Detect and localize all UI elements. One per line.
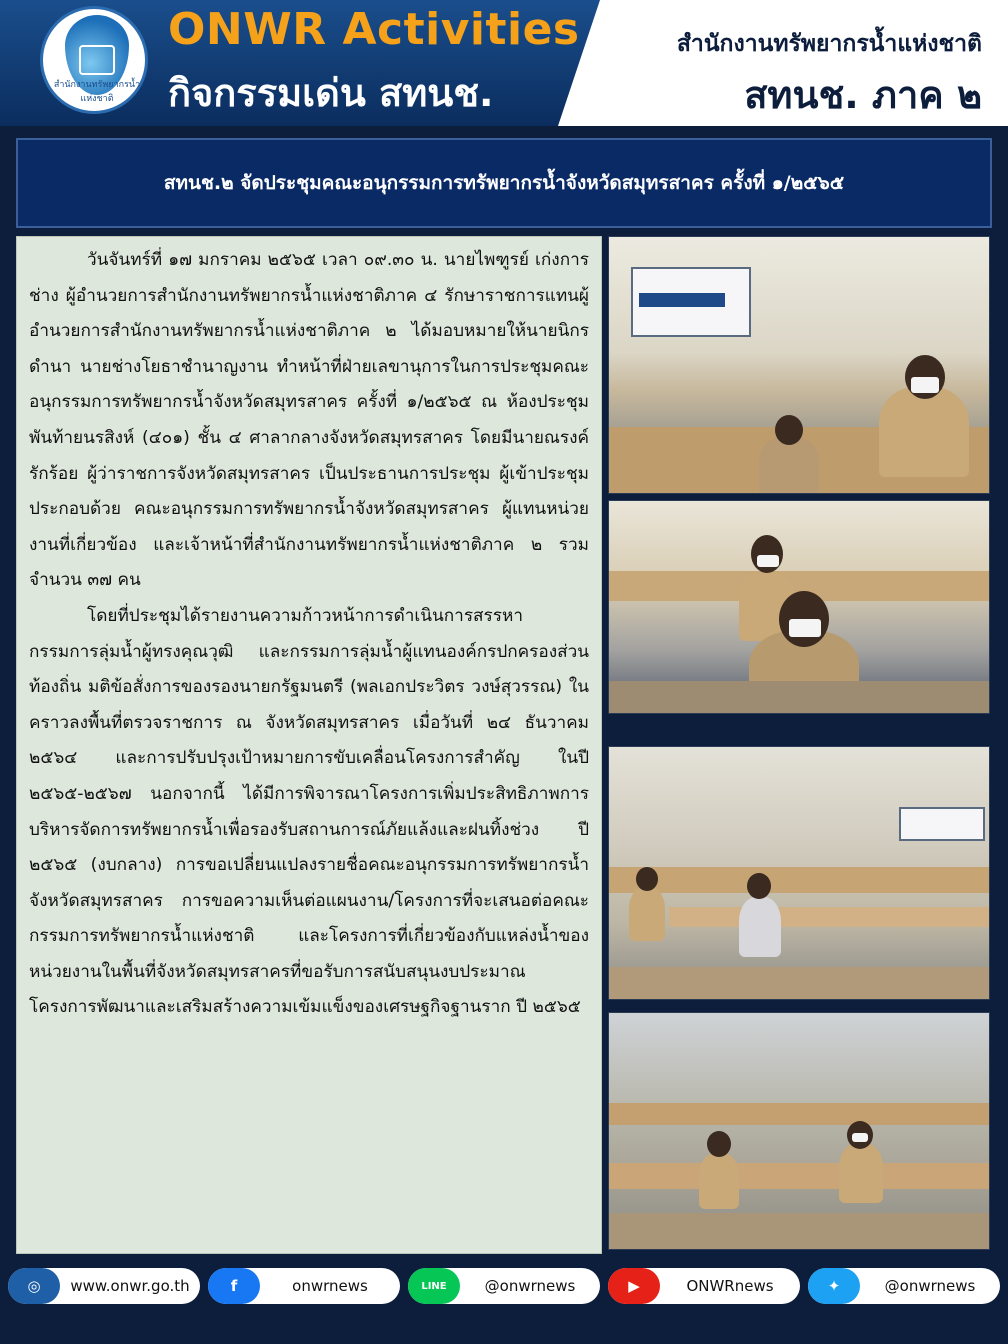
line-label: @onwrnews [484, 1277, 576, 1295]
facebook-icon: f [208, 1268, 260, 1304]
website-label: www.onwr.go.th [70, 1277, 190, 1295]
organization-name: สำนักงานทรัพยากรน้ำแห่งชาติ [676, 31, 982, 57]
twitter-link[interactable] [808, 1268, 1000, 1304]
website-link[interactable] [8, 1268, 200, 1304]
twitter-label: @onwrnews [884, 1277, 976, 1295]
social-footer [0, 1262, 1008, 1344]
youtube-label: ONWRnews [686, 1277, 774, 1295]
meeting-photo-3 [608, 746, 990, 1000]
line-icon: LINE [408, 1268, 460, 1304]
youtube-icon: ▶ [608, 1268, 660, 1304]
facebook-link[interactable] [208, 1268, 400, 1304]
onwr-logo [40, 6, 148, 114]
headline-text: สทนช.๒ จัดประชุมคณะอนุกรรมการทรัพยากรน้ำจังหวัดสมุทรสาคร ครั้งที่ ๑/๒๕๖๕ [163, 172, 845, 194]
logo-text: สำนักงานทรัพยากรน้ำแห่งชาติ [53, 80, 141, 104]
page-header [0, 0, 1008, 126]
facebook-label: onwrnews [292, 1277, 368, 1295]
article-paragraph-2: โดยที่ประชุมได้รายงานความก้าวหน้าการดำเนินการสรรหากรรมการลุ่มน้ำผู้ทรงคุณวุฒิ และกรรมการลุ่มน้ำผู้แทนองค์กรปกครองส่วนท้องถิ่น มติข้อสั่งการของรองนายกรัฐมนตรี (พลเอกประวิตร วงษ์สุวรรณ) ในคราวลงพื้นที่ตรวจราชการ ณ จังหวัดสมุทรสาคร เมื่อวันที่ ๒๔ ธันวาคม ๒๕๖๔ และการปรับปรุงเป้าหมายการขับเคลื่อนโครงการสำคัญ ในปี ๒๕๖๕-๒๕๖๗ นอกจากนี้ ได้มีการพิจารณาโครงการเพิ่มประสิทธิภาพการบริหารจัดการทรัพยากรน้ำเพื่อรองรับสถานการณ์ภัยแล้งและฝนทิ้งช่วง ปี ๒๕๖๕ (งบกลาง) การขอเปลี่ยนแปลงรายชื่อคณะอนุกรรมการทรัพยากรน้ำจังหวัดสมุทรสาคร การขอความเห็นต่อแผนงาน/โครงการที่จะเสนอต่อคณะกรรมการทรัพยากรน้ำแห่งชาติ และโครงการที่เกี่ยวข้องกับแหล่งน้ำของหน่วยงานในพื้นที่จังหวัดสมุทรสาครที่ขอรับการสนับสนุนงบประมาณโครงการพัฒนาและเสริมสร้างความเข้มแข็งของเศรษฐกิจฐานราก ปี ๒๕๖๕ [29, 605, 589, 1018]
title-english: ONWR Activities [168, 4, 580, 55]
meeting-photo-2 [608, 500, 990, 714]
article-paragraph-1: วันจันทร์ที่ ๑๗ มกราคม ๒๕๖๕ เวลา ๐๙.๓๐ น. นายไพฑูรย์ เก่งการช่าง ผู้อำนวยการสำนักงานทรัพยากรน้ำแห่งชาติภาค ๔ รักษาราชการแทนผู้อำนวยการสำนักงานทรัพยากรน้ำแห่งชาติภาค ๒ ได้มอบหมายให้นายนิกร ดำนา นายช่างโยธาชำนาญงาน ทำหน้าที่ฝ่ายเลขานุการในการประชุมคณะอนุกรรมการทรัพยากรน้ำจังหวัดสมุทรสาคร ครั้งที่ ๑/๒๕๖๕ ณ ห้องประชุมพันท้ายนรสิงห์ (๔๐๑) ชั้น ๔ ศาลากลางจังหวัดสมุทรสาคร โดยมีนายณรงค์ รักร้อย ผู้ว่าราชการจังหวัดสมุทรสาคร เป็นประธานการประชุม ผู้เข้าประชุมประกอบด้วย คณะอนุกรรมการทรัพยากรน้ำจังหวัดสมุทรสาคร ผู้แทนหน่วยงานที่เกี่ยวข้อง และเจ้าหน้าที่สำนักงานทรัพยากรน้ำแห่งชาติภาค ๒ รวมจำนวน ๓๗ คน [29, 250, 589, 591]
meeting-photo-4 [608, 1012, 990, 1250]
photo-column [608, 236, 990, 1250]
region-name: สทนช. ภาค ๒ [744, 73, 982, 117]
line-link[interactable] [408, 1268, 600, 1304]
meeting-photo-1 [608, 236, 990, 494]
twitter-icon: ✦ [808, 1268, 860, 1304]
youtube-link[interactable] [608, 1268, 800, 1304]
title-thai: กิจกรรมเด่น สทนช. [168, 71, 494, 115]
article-body [16, 236, 602, 1254]
globe-icon: ◎ [8, 1268, 60, 1304]
headline-banner [16, 138, 992, 228]
